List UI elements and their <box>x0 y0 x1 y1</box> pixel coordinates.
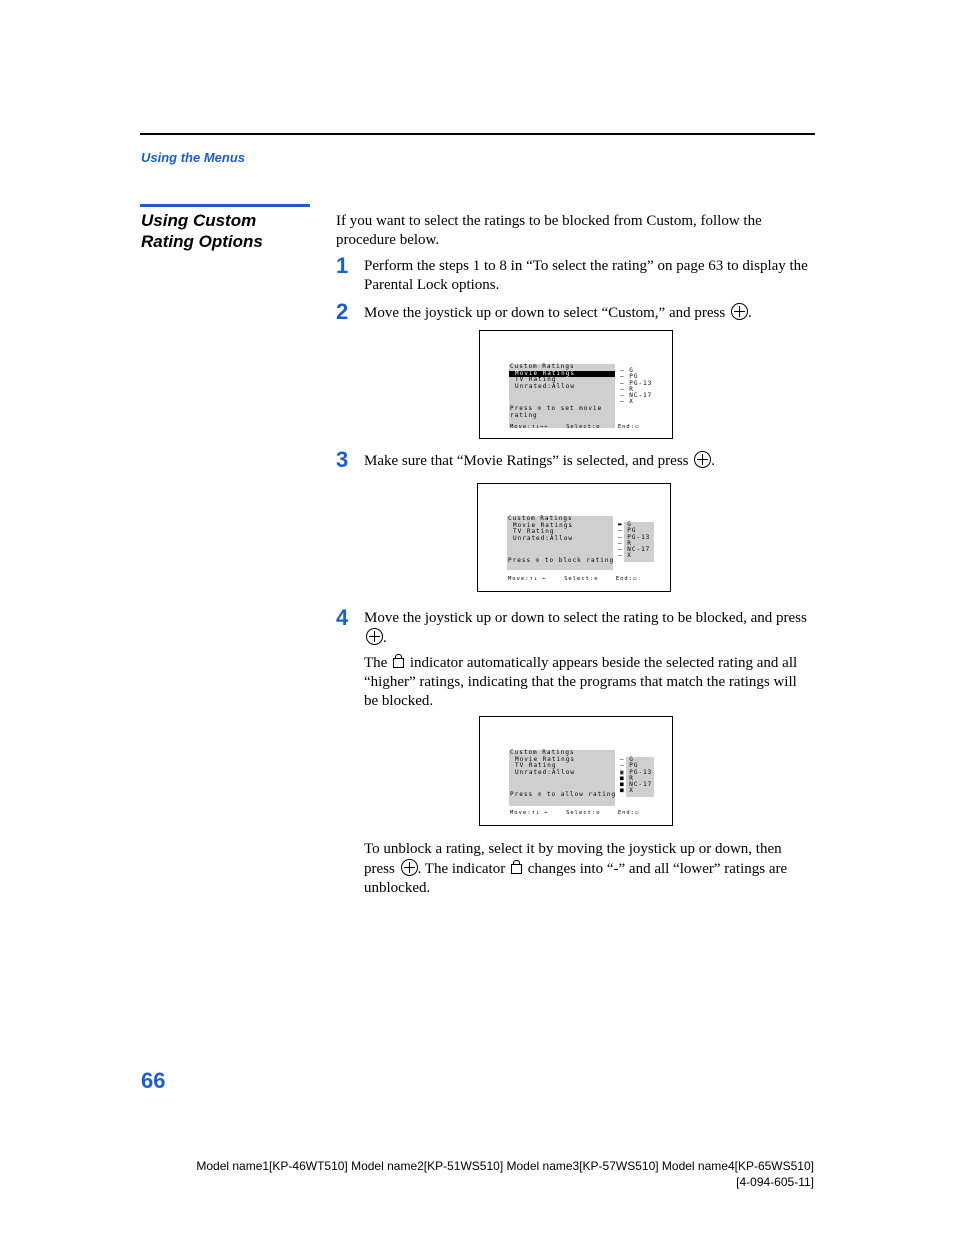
rating-pg13: PG-13 <box>629 379 653 387</box>
unblock-note <box>364 840 814 898</box>
rating-pg: PG <box>629 373 639 381</box>
menu-item-movie-ratings: Movie Ratings <box>513 521 573 529</box>
step-2-text: Move the joystick up or down to select “Custom,” and press <box>364 305 726 321</box>
rating-list: – G – PG ▣ PG-13 ■ R ■ NC-17 ■ X <box>620 757 656 799</box>
footer-end: End:▭ <box>617 424 640 430</box>
footer-select: Select:⊙ <box>566 810 601 816</box>
rating-pg13: PG-13 <box>629 768 653 776</box>
menu-prompt: Press ⊙ to set movie <box>510 405 603 412</box>
menu-item-unrated: Unrated:Allow <box>513 534 573 542</box>
rating-pg: PG <box>627 527 637 535</box>
rating-x: X <box>629 398 634 406</box>
heading-rule <box>140 204 310 207</box>
rating-x: X <box>627 552 632 560</box>
step-4-note <box>364 654 814 711</box>
joystick-icon <box>366 628 383 645</box>
footer-end: End:▭ <box>617 810 640 816</box>
footer-select: Select:⊙ <box>566 424 601 430</box>
rating-x: X <box>629 787 634 795</box>
rating-r: R <box>629 774 634 782</box>
rating-r: R <box>629 385 634 393</box>
step-3-text: Make sure that “Movie Ratings” is selected, and press <box>364 453 689 469</box>
tv-screen-movie-ratings <box>477 483 671 592</box>
rating-g: G <box>629 756 634 763</box>
screen-footer <box>510 424 639 430</box>
menu-panel <box>507 516 613 570</box>
note-before: The <box>364 655 388 671</box>
intro-text: If you want to select the ratings to be blocked from Custom, follow the procedure below. <box>336 213 762 248</box>
menu-panel <box>509 750 615 806</box>
footer-end: End:▭ <box>615 576 638 582</box>
rating-nc17: NC-17 <box>629 392 653 400</box>
step-3: Make sure that “Movie Ratings” is selected, and press . <box>364 453 715 469</box>
lock-icon <box>393 658 404 668</box>
page-number: 66 <box>141 1068 166 1093</box>
menu-item-unrated: Unrated:Allow <box>515 382 575 390</box>
rating-list: – G – PG – PG-13 – R – NC-17 – X <box>620 367 653 406</box>
tv-screen-blocked-ratings <box>479 716 673 826</box>
menu-prompt: Press ⊙ to allow rating <box>510 791 617 798</box>
rating-nc17: NC-17 <box>629 781 653 789</box>
unblock-part2: . The indicator <box>417 861 506 877</box>
step-number-1: 1 <box>336 253 349 278</box>
joystick-icon <box>731 303 748 320</box>
section-label: Using the Menus <box>141 150 246 165</box>
header-rule <box>140 133 815 135</box>
step-number-4: 4 <box>336 605 349 630</box>
menu-item-unrated: Unrated:Allow <box>515 768 575 776</box>
step-4: Move the joystick up or down to select the rating to be blocked, and press . <box>364 610 807 646</box>
rating-g: G <box>629 367 634 374</box>
rating-list: ▬ G – PG – PG-13 – R – NC-17 – X <box>618 522 654 564</box>
rating-pg: PG <box>629 762 639 770</box>
menu-prompt-2: rating <box>510 411 538 419</box>
menu-item-tv-rating: TV Rating <box>513 528 555 535</box>
footer-move: Move:↑↓→← <box>510 424 549 430</box>
footer-code: [4-094-605-11] <box>736 1175 814 1189</box>
joystick-icon <box>401 859 418 876</box>
screen-footer <box>508 576 637 582</box>
menu-prompt: Press ⊙ to block rating <box>508 557 615 564</box>
tv-screen-custom-ratings <box>479 330 673 439</box>
unblock-part3: changes into “-” and all “lower” ratings are unblocked. <box>364 861 788 896</box>
footer-move: Move:↑↓ ← <box>508 576 547 582</box>
menu-title: Custom Ratings <box>510 749 575 756</box>
menu-title: Custom Ratings <box>510 363 575 370</box>
menu-panel <box>509 364 615 428</box>
menu-title: Custom Ratings <box>508 515 573 522</box>
step-number-3: 3 <box>336 447 349 472</box>
step-number-2: 2 <box>336 299 349 324</box>
rating-pg13: PG-13 <box>627 533 651 541</box>
menu-item-tv-rating: TV Rating <box>515 376 557 383</box>
footer-select: Select:⊙ <box>564 576 599 582</box>
joystick-icon <box>694 451 711 468</box>
rating-nc17: NC-17 <box>627 546 651 554</box>
step-2: Move the joystick up or down to select “Custom,” and press . <box>364 305 752 321</box>
page-footer <box>196 1158 814 1190</box>
rating-g: G <box>627 521 632 528</box>
menu-item-movie-ratings: Movie Ratings <box>515 755 575 763</box>
note-after: indicator automatically appears beside the selected rating and all “higher” ratings, indicating that the programs that match the ratings will be blocked. <box>364 655 798 709</box>
page-heading: Using Custom Rating Options <box>141 211 263 251</box>
step-4-text: Move the joystick up or down to select the rating to be blocked, and press <box>364 610 807 626</box>
menu-item-tv-rating: TV Rating <box>515 762 557 769</box>
rating-r: R <box>627 539 632 547</box>
screen-footer <box>510 810 639 816</box>
footer-models: Model name1[KP-46WT510] Model name2[KP-51WS510] Model name3[KP-57WS510] Model name4[KP-65WS510] <box>196 1159 814 1173</box>
unblock-part1: To unblock a rating, select it by moving the joystick up or down, then press <box>364 841 782 877</box>
step-1-text: Perform the steps 1 to 8 in “To select the rating” on page 63 to display the Parental Lock options. <box>364 258 808 293</box>
menu-item-movie-ratings: Movie Ratings <box>509 371 615 378</box>
lock-icon <box>511 864 522 874</box>
footer-move: Move:↑↓ ← <box>510 810 549 816</box>
